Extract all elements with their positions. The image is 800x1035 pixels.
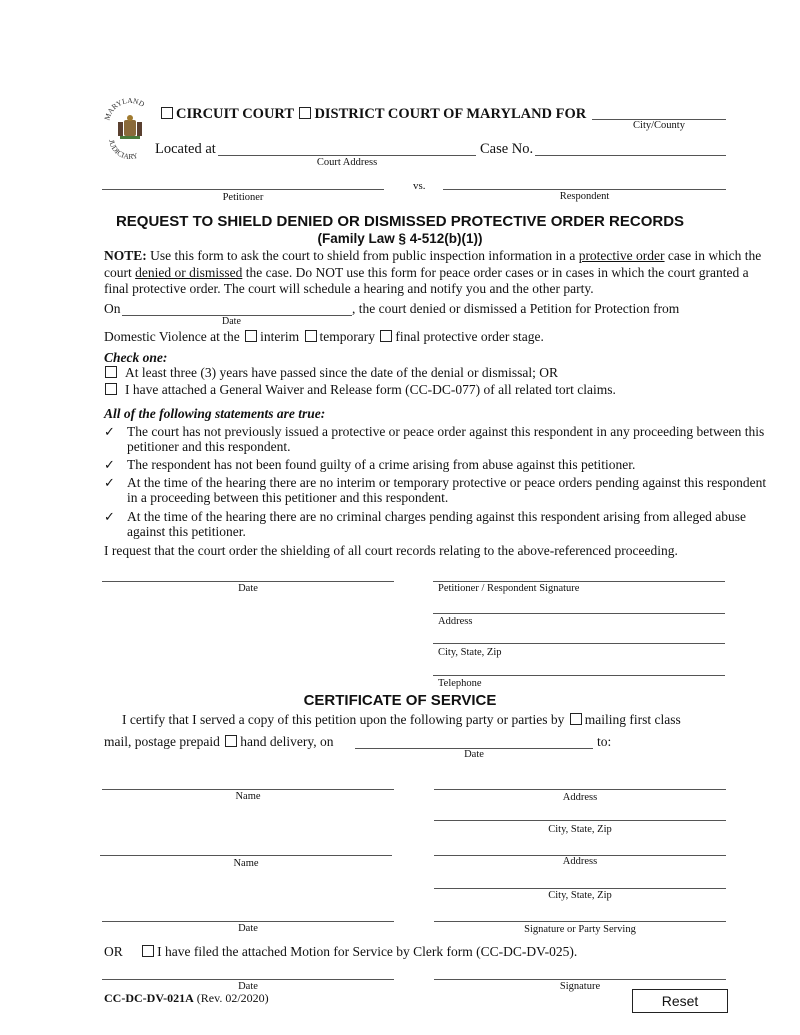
note-text: case in which the court	[104, 248, 762, 280]
statement-text: At the time of the hearing there are no criminal charges pending against this respondent arising from alleged abuse against this petitioner.	[127, 509, 747, 539]
note-label: NOTE:	[104, 248, 147, 263]
circuit-court-checkbox[interactable]	[161, 107, 173, 119]
temporary-checkbox[interactable]	[305, 330, 317, 342]
reset-button[interactable]: Reset	[632, 989, 728, 1013]
clerk-signature-field[interactable]	[434, 979, 726, 980]
party1-city-label: City, State, Zip	[548, 824, 612, 835]
temporary-label: temporary	[319, 329, 376, 344]
case-no-label: Case No.	[480, 141, 534, 157]
address-label: Address	[438, 616, 473, 627]
hand-delivery-label: hand delivery, on	[240, 734, 334, 749]
denial-date-label: Date	[222, 316, 241, 327]
clerk-option-row	[104, 944, 577, 960]
form-title: REQUEST TO SHIELD DENIED OR DISMISSED PROTECTIVE ORDER RECORDS	[115, 213, 685, 230]
note-text: the case. Do NOT use this form for peace order cases or in cases in which the court granted a final protective order. The court will schedule a hearing and notify you and the other party.	[104, 264, 749, 296]
case-no-field[interactable]	[535, 155, 726, 156]
city-state-zip-label: City, State, Zip	[438, 647, 502, 658]
party2-city-field[interactable]	[434, 888, 726, 889]
protective-order-link: protective order	[578, 248, 665, 263]
clerk-date-field[interactable]	[102, 979, 394, 980]
statement-text: The court has not previously issued a protective or peace order against this respondent in any proceeding between this petitioner and this respondent.	[127, 424, 765, 454]
certificate-text: I certify that I served a copy of this petition upon the following party or parties by	[122, 712, 565, 727]
signature-field[interactable]	[433, 581, 725, 582]
hand-delivery-checkbox[interactable]	[225, 735, 237, 747]
form-revision: (Rev. 02/2020)	[196, 991, 269, 1005]
stage-prefix: Domestic Violence at the	[104, 329, 240, 344]
statement-text: At the time of the hearing there are no interim or temporary protective or peace orders pending against this respondent in a proceeding between this petitioner and this respondent.	[127, 475, 767, 505]
note-paragraph	[104, 248, 769, 298]
service-date-label: Date	[464, 749, 484, 760]
party1-name-label: Name	[235, 791, 261, 802]
telephone-label: Telephone	[438, 678, 482, 689]
court-address-label: Court Address	[316, 157, 378, 168]
final-checkbox[interactable]	[380, 330, 392, 342]
interim-checkbox[interactable]	[245, 330, 257, 342]
petition-date-field[interactable]	[102, 581, 394, 582]
district-court-label: DISTRICT COURT OF MARYLAND FOR	[314, 106, 587, 122]
city-county-label: City/County	[633, 120, 685, 131]
checkmark-icon: ✓	[104, 475, 115, 490]
circuit-court-label: CIRCUIT COURT	[176, 106, 294, 122]
petitioner-field[interactable]	[102, 189, 384, 190]
petition-date-label: Date	[238, 583, 258, 594]
party1-address-label: Address	[562, 792, 598, 803]
clerk-service-label: I have filed the attached Motion for Service by Clerk form (CC-DC-DV-025).	[157, 944, 578, 959]
form-id: CC-DC-DV-021A	[104, 991, 194, 1005]
telephone-field[interactable]	[433, 675, 725, 676]
stage-row	[104, 329, 544, 345]
party1-city-field[interactable]	[434, 820, 726, 821]
svg-text:MARYLAND: MARYLAND	[103, 98, 147, 122]
mailing-checkbox[interactable]	[570, 713, 582, 725]
waiver-checkbox[interactable]	[105, 383, 117, 395]
years-passed-checkbox[interactable]	[105, 366, 117, 378]
checkmark-icon: ✓	[104, 424, 115, 439]
statements-label: All of the following statements are true:	[104, 406, 326, 421]
note-text: Use this form to ask the court to shield from public inspection information in a	[146, 248, 579, 263]
certificate-text: mail, postage prepaid	[104, 734, 220, 749]
check-option-years	[104, 365, 558, 381]
mailing-label: mailing first class	[584, 712, 681, 727]
form-footer	[104, 991, 269, 1006]
seal-icon	[103, 98, 157, 164]
respondent-field[interactable]	[443, 189, 726, 190]
located-at-label: Located at	[155, 141, 216, 157]
interim-label: interim	[260, 329, 300, 344]
clerk-service-checkbox[interactable]	[142, 945, 154, 957]
waiver-label: I have attached a General Waiver and Release form (CC-DC-077) of all related tort claims.	[125, 382, 616, 397]
certificate-line1	[122, 712, 681, 728]
vs-label: vs.	[413, 180, 426, 192]
on-label: On	[104, 301, 121, 316]
checkmark-icon: ✓	[104, 457, 115, 472]
party2-name-field[interactable]	[100, 855, 392, 856]
certificate-title: CERTIFICATE OF SERVICE	[303, 692, 497, 709]
statement-text: The respondent has not been found guilty of a crime arising from abuse against this petitioner.	[127, 457, 636, 472]
party1-address-field[interactable]	[434, 789, 726, 790]
signature-label: Petitioner / Respondent Signature	[438, 583, 580, 594]
serving-signature-field[interactable]	[434, 921, 726, 922]
city-state-zip-field[interactable]	[433, 643, 725, 644]
address-field[interactable]	[433, 613, 725, 614]
serving-signature-label: Signature or Party Serving	[524, 924, 636, 935]
party2-name-label: Name	[233, 858, 259, 869]
party1-name-field[interactable]	[102, 789, 394, 790]
check-option-waiver	[104, 382, 616, 398]
form-subtitle: (Family Law § 4-512(b)(1))	[317, 231, 483, 246]
request-text: I request that the court order the shielding of all court records relating to the above-referenced proceeding.	[104, 543, 678, 558]
court-selection-row	[159, 106, 586, 123]
final-label: final protective order stage.	[395, 329, 544, 344]
denied-dismissed-text: denied or dismissed	[135, 264, 243, 280]
court-address-field[interactable]	[218, 155, 476, 156]
party2-city-label: City, State, Zip	[548, 890, 612, 901]
svg-text:JUDICIARY: JUDICIARY	[107, 138, 139, 162]
or-label: OR	[104, 944, 123, 959]
maryland-judiciary-seal	[103, 98, 157, 164]
on-line-text: , the court denied or dismissed a Petition for Protection from	[352, 301, 680, 316]
district-court-checkbox[interactable]	[299, 107, 311, 119]
service-signed-date-label: Date	[238, 923, 258, 934]
petitioner-label: Petitioner	[222, 192, 264, 203]
years-passed-label: At least three (3) years have passed since the date of the denial or dismissal; OR	[125, 365, 558, 380]
checkmark-icon: ✓	[104, 509, 115, 524]
check-one-label: Check one:	[104, 350, 168, 365]
respondent-label: Respondent	[559, 191, 610, 202]
party2-address-label: Address	[562, 856, 598, 867]
to-label: to:	[597, 734, 612, 749]
clerk-date-label: Date	[238, 981, 258, 992]
clerk-signature-label: Signature	[559, 981, 601, 992]
service-signed-date-field[interactable]	[102, 921, 394, 922]
certificate-line2	[104, 734, 333, 750]
